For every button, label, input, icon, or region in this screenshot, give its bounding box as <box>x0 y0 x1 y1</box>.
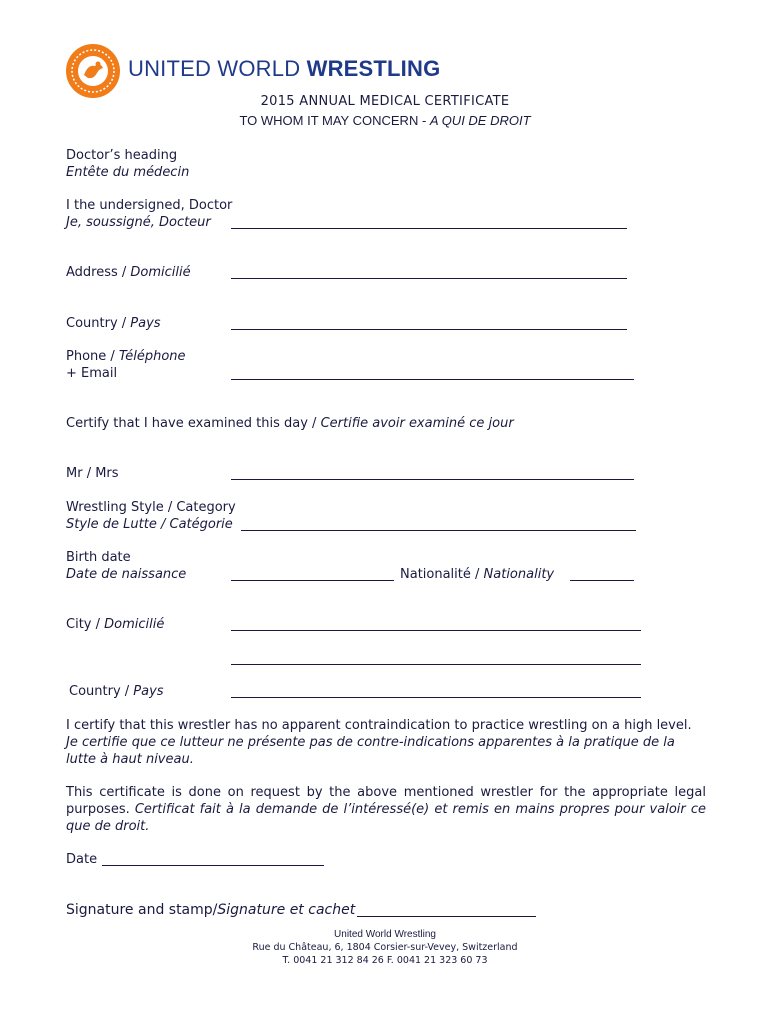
date-label: Date <box>66 852 98 867</box>
certify-statement: Certify that I have examined this day / Certifie avoir examiné ce jour <box>66 416 514 431</box>
mr-mrs-field[interactable] <box>231 479 634 480</box>
footer-contact: T. 0041 21 312 84 26 F. 0041 21 323 60 73 <box>282 955 488 966</box>
wrestling-style-field[interactable] <box>241 530 636 531</box>
brand-name: UNITED WORLD WRESTLING <box>128 56 441 81</box>
uww-logo-icon <box>64 42 122 100</box>
address-field[interactable] <box>231 278 627 279</box>
undersigned-field[interactable] <box>231 228 627 229</box>
country-field[interactable] <box>231 329 627 330</box>
city-field-line-2[interactable] <box>231 664 641 665</box>
signature-field[interactable] <box>357 916 536 917</box>
contraindication-statement: I certify that this wrestler has no apparent contraindication to practice wrestling on a high level. Je certifie que ce lutteur ne présente pas de contre-indications apparentes à la pratique de la lutte à haut niveau. <box>66 718 692 767</box>
phone-label: Phone / Téléphone + Email <box>66 349 186 381</box>
nationality-field[interactable] <box>570 580 634 581</box>
doctor-heading-label: Doctor’s heading Entête du médecin <box>66 148 190 180</box>
date-field[interactable] <box>102 865 324 866</box>
city-label: City / Domicilié <box>66 617 165 632</box>
athlete-country-field[interactable] <box>231 697 641 698</box>
birth-date-field[interactable] <box>231 580 394 581</box>
wrestling-style-label: Wrestling Style / Category Style de Lutte / Catégorie <box>66 500 236 532</box>
city-field[interactable] <box>231 630 641 631</box>
footer-org: United World Wrestling <box>334 929 436 940</box>
athlete-country-label: Country / Pays <box>69 684 164 699</box>
address-label: Address / Domicilié <box>66 265 191 280</box>
page-subtitle: TO WHOM IT MAY CONCERN - A QUI DE DROIT <box>239 113 531 128</box>
phone-email-field[interactable] <box>231 379 634 380</box>
signature-label: Signature and stamp/Signature et cachet <box>66 902 356 918</box>
undersigned-label: I the undersigned, Doctor Je, soussigné, Docteur <box>66 198 233 230</box>
birth-date-label: Birth date Date de naissance <box>66 550 187 582</box>
mr-mrs-label: Mr / Mrs <box>66 466 119 481</box>
footer-address: Rue du Château, 6, 1804 Corsier-sur-Vevey, Switzerland <box>252 942 518 953</box>
request-statement: This certificate is done on request by the above mentioned wrestler for the appropriate legal purposes. Certificat fait à la demande de l’intéressé(e) et remis en mains propres pour valoir ce que de droit. <box>66 785 706 834</box>
page-title: 2015 ANNUAL MEDICAL CERTIFICATE <box>260 94 510 109</box>
country-label: Country / Pays <box>66 316 161 331</box>
nationality-label: Nationalité / Nationality <box>400 567 555 582</box>
